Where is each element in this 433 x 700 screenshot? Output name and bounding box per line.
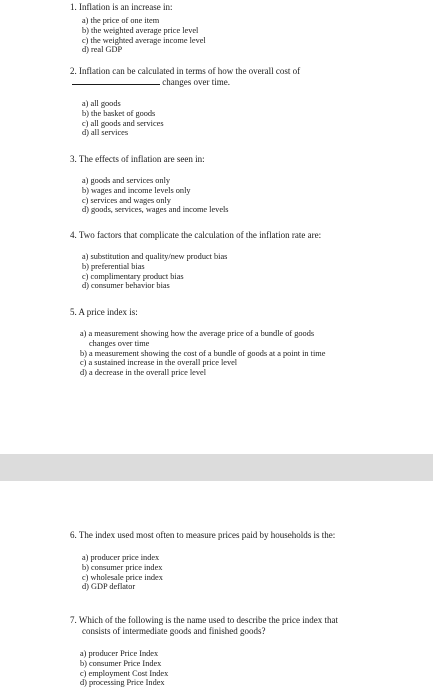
question-2-options — [82, 99, 164, 138]
page-2 — [0, 481, 433, 700]
option-a: a) producer price index — [82, 553, 160, 562]
option-d: d) processing Price Index — [80, 678, 165, 688]
option-b: b) a measurement showing the cost of a bundle of goods at a point in time — [80, 348, 326, 358]
option-a-continued: changes over time — [89, 338, 150, 348]
question-2-line-1: 2. Inflation can be calculated in terms of how the overall cost of — [70, 66, 301, 76]
option-b: b) consumer Price Index — [80, 658, 162, 668]
question-2-line-2: changes over time. — [72, 77, 230, 88]
question-1: 1. Inflation is an increase in: — [70, 2, 173, 12]
option-c: c) a sustained increase in the overall price level — [80, 358, 238, 368]
option-b: b) preferential bias — [82, 261, 145, 271]
question-6: 6. The index used most often to measure prices paid by households is the: — [70, 530, 336, 540]
question-5-options — [80, 329, 325, 378]
question-3-options — [82, 176, 229, 215]
option-d: d) GDP deflator — [82, 582, 136, 592]
option-c: c) all goods and services — [82, 118, 164, 128]
option-d: d) real GDP — [82, 45, 123, 55]
option-b: b) consumer price index — [82, 562, 163, 572]
option-c: c) employment Cost Index — [80, 668, 169, 678]
question-7-line-2: consists of intermediate goods and finished goods? — [82, 626, 266, 636]
question-5: 5. A price index is: — [70, 307, 138, 317]
question-4-options — [82, 252, 227, 291]
option-a: a) the price of one item — [82, 16, 160, 25]
question-1-options — [82, 16, 206, 55]
option-d: d) consumer behavior bias — [82, 281, 170, 291]
question-3: 3. The effects of inflation are seen in: — [70, 154, 205, 164]
option-a: a) goods and services only — [82, 176, 171, 185]
question-7-options — [80, 649, 168, 688]
question-4: 4. Two factors that complicate the calculation of the inflation rate are: — [70, 230, 322, 240]
question-6-options — [82, 553, 163, 592]
option-c: c) complimentary product bias — [82, 271, 184, 281]
option-b: b) wages and income levels only — [82, 185, 191, 195]
option-c: c) the weighted average income level — [82, 35, 206, 45]
option-a: a) producer Price Index — [80, 649, 159, 658]
option-d: d) all services — [82, 128, 129, 138]
option-a: a) all goods — [82, 99, 121, 108]
option-b: b) the basket of goods — [82, 108, 156, 118]
fill-in-blank — [72, 84, 160, 85]
option-c: c) services and wages only — [82, 195, 171, 205]
option-c: c) wholesale price index — [82, 572, 163, 582]
question-7-line-1: 7. Which of the following is the name used to describe the price index that — [70, 615, 339, 625]
option-a: a) substitution and quality/new product bias — [82, 252, 228, 261]
option-a: a) a measurement showing how the average price of a bundle of goods — [80, 329, 315, 338]
option-d: d) goods, services, wages and income levels — [82, 205, 229, 215]
option-d: d) a decrease in the overall price level — [80, 368, 206, 378]
option-b: b) the weighted average price level — [82, 25, 199, 35]
